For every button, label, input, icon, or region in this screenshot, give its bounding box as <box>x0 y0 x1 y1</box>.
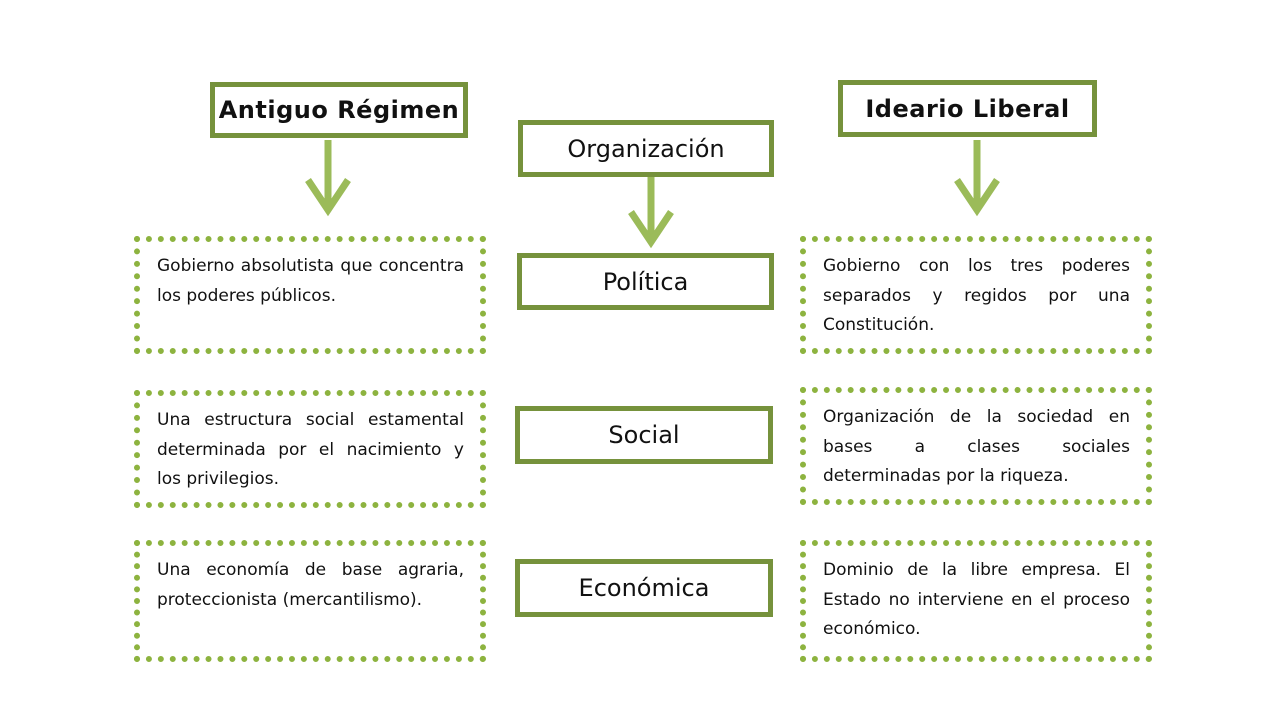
category-label-economica: Económica <box>578 574 710 602</box>
header-center-label: Organización <box>567 134 725 163</box>
header-right-label: Ideario Liberal <box>865 94 1070 123</box>
category-social <box>515 406 773 464</box>
right-text-politica: Gobierno con los tres poderes separados y regidos por una Constitución. <box>823 256 1130 335</box>
category-economica <box>515 559 773 617</box>
right-text-social: Organización de la sociedad en bases a clases sociales determinadas por la riqueza. <box>823 407 1130 486</box>
right-text-economica: Dominio de la libre empresa. El Estado no interviene en el proceso económico. <box>823 560 1130 639</box>
category-label-politica: Política <box>602 267 689 296</box>
right-box-social <box>800 387 1152 505</box>
header-organizacion <box>518 120 774 177</box>
left-box-social <box>134 390 486 508</box>
right-box-politica <box>800 236 1152 354</box>
header-ideario-liberal <box>838 80 1097 137</box>
category-politica <box>517 253 774 310</box>
arrow-right-icon <box>957 140 997 210</box>
left-box-economica <box>134 540 486 662</box>
left-text-politica: Gobierno absolutista que concentra los poderes públicos. <box>157 256 464 306</box>
header-left-label: Antiguo Régimen <box>218 96 460 124</box>
left-text-social: Una estructura social estamental determinada por el nacimiento y los privilegios. <box>157 410 464 489</box>
right-box-economica <box>800 540 1152 662</box>
arrow-center-icon <box>631 175 671 242</box>
header-antiguo-regimen <box>210 82 468 138</box>
left-text-economica: Una economía de base agraria, proteccionista (mercantilismo). <box>157 560 464 610</box>
left-box-politica <box>134 236 486 354</box>
category-label-social: Social <box>608 421 680 449</box>
arrow-left-icon <box>308 140 348 210</box>
